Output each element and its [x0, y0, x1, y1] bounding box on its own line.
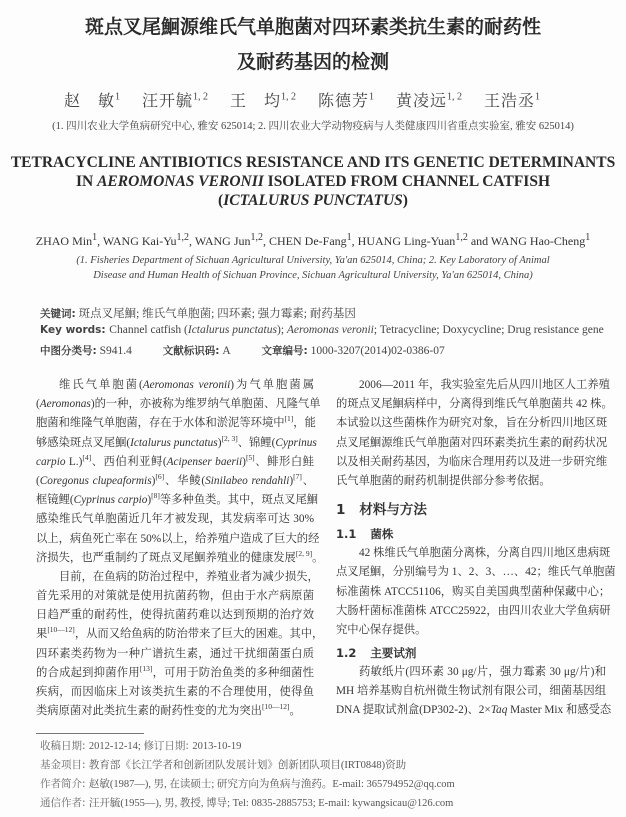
text-line — [36, 510, 314, 529]
author-cn — [64, 93, 120, 110]
text-line — [36, 548, 324, 568]
text-run: 以及相关耐药基因，为临床合理用药以及进一步研究维 — [336, 455, 608, 468]
italic-text: Cyprinus — [275, 436, 317, 449]
label-text: Key words: — [40, 324, 110, 336]
title-en-line — [0, 153, 626, 172]
doc-code-label: 文献标识码: — [162, 345, 220, 357]
label-text: 通信作者: — [40, 797, 89, 809]
clc-value: S941.4 — [99, 345, 132, 357]
author-cn — [396, 93, 462, 110]
text-line — [36, 414, 314, 433]
section-title: 菌株 — [370, 527, 394, 542]
keywords-en — [40, 324, 604, 336]
author-name: 黄凌远 — [396, 93, 448, 110]
section-1-2-heading — [336, 644, 606, 663]
text-run: 目前，在鱼病的防治过程中，养殖业者为减少损失， — [59, 570, 319, 583]
author-cn — [230, 93, 296, 110]
text-run: ，可用于防治鱼类的多种细菌性 — [152, 666, 314, 679]
author-name: 王 均 — [229, 93, 281, 110]
text-run: 、鲱形白鲑 — [254, 455, 314, 468]
text-run: ; Tetracycline; Doxycycline; Drug resistance gene — [373, 324, 604, 336]
article-no-value: 1000-3207(2014)02-0386-07 — [310, 345, 445, 357]
text-line — [336, 414, 606, 433]
text-line — [36, 472, 314, 491]
text-line — [36, 702, 314, 721]
text-run: TETRACYCLINE ANTIBIOTICS RESISTANCE AND ITS GENETIC DETERMINANTS — [10, 154, 616, 171]
text-run: ) — [147, 494, 152, 507]
footnote-line — [40, 794, 455, 813]
label-text: 收稿日期: — [40, 740, 89, 752]
italic-text: Aeromonas veronii — [286, 324, 374, 336]
text-run: 疾病，而因临床上对该类抗生素的不合理使用，使得鱼 — [36, 686, 314, 698]
citation-superscript: [10—12] — [47, 625, 75, 635]
section-number: 1 — [336, 502, 346, 519]
text-run: ) — [151, 474, 156, 487]
section-number: 1.1 — [336, 527, 357, 542]
text-run: 点叉尾鮰源维氏气单胞菌对四环素类抗生素的耐药状况 — [336, 436, 608, 449]
text-line — [336, 701, 612, 720]
text-run: 2012-12-14; — [88, 741, 144, 752]
text-run: ( — [36, 398, 40, 411]
text-run: 究中心保存提供。 — [336, 623, 427, 636]
title-cn-line: 斑点叉尾鮰源维氏气单胞菌对四环素类抗生素的耐药性 — [84, 16, 541, 38]
authors-cn — [0, 88, 626, 111]
clc-label: 中图分类号: — [40, 345, 97, 357]
text-line — [36, 625, 324, 644]
section-1-2-body — [336, 663, 612, 721]
text-run: ISOLATED FROM CHANNEL CATFISH — [263, 173, 550, 190]
italic-text: Ictalurus punctatus — [187, 324, 277, 336]
affiliation-en — [0, 253, 626, 283]
text-run: ) — [217, 436, 222, 449]
author-affiliation-mark: 1, 2 — [192, 91, 208, 103]
text-line — [336, 472, 606, 491]
text-run: 本试验以这些菌株作为研究对象，旨在分析四川地区斑 — [336, 417, 608, 430]
text-line — [336, 682, 606, 701]
text-line — [36, 395, 321, 414]
text-line — [36, 376, 314, 395]
text-run: ); — [276, 324, 287, 336]
citation-superscript: [2, 3] — [221, 433, 238, 443]
text-line — [336, 395, 613, 414]
italic-text: Sinilabeo rendahli — [205, 474, 290, 487]
text-run: 大肠杆菌标准菌株 ATCC25922，由四川农业大学鱼病研 — [336, 604, 611, 617]
title-en-line — [0, 191, 626, 210]
section-title: 材料与方法 — [359, 502, 427, 519]
text-line — [36, 683, 314, 702]
text-run: )的一种，亦被称为维罗纳气单胞菌、凡隆气单 — [90, 398, 321, 411]
citation-superscript: [7] — [293, 472, 302, 482]
right-intro — [336, 376, 613, 491]
title-cn — [0, 12, 626, 74]
author-affiliation-mark: 1 — [535, 91, 541, 103]
text-run: 2013-10-19 — [192, 741, 242, 752]
text-run: 氏气单胞菌的耐药机制提供部分参考依据。 — [336, 474, 551, 487]
text-line — [36, 433, 317, 453]
author-cn — [142, 93, 208, 110]
text-run: 以上，病鱼死亡率在 50%以上，给养殖户造成了巨大的经 — [36, 532, 320, 545]
author-affiliation-mark: 1 — [114, 91, 120, 103]
italic-text: Aeromonas veronii — [142, 379, 231, 391]
italic-text: ICTALURUS PUNCTATUS — [223, 192, 403, 209]
affiliation-cn: (1. 四川农业大学鱼病研究中心, 雅安 625014; 2. 四川农业大学动物疫病与人类健康四川省重点实验室, 雅安 625014) — [52, 121, 574, 132]
italic-text: Aeromonas — [39, 398, 91, 411]
footnote-line — [40, 775, 455, 794]
citation-superscript: [5] — [245, 452, 255, 462]
text-run: 四环素类药物为一种广谱抗生素，通过干扰细菌蛋白质 — [36, 647, 314, 660]
author-affiliation-mark: 1, 2 — [281, 91, 296, 103]
text-run: ) — [242, 455, 246, 468]
text-run: )为气单胞菌属 — [230, 379, 315, 391]
text-run: IN — [75, 173, 98, 190]
text-line — [336, 621, 606, 640]
text-line — [336, 544, 611, 563]
affiliation-en-line: (1. Fisheries Department of Sichuan Agricultural University, Ya'an 625014, China; 2. Key Laboratory of Animal — [76, 255, 550, 266]
title-cn-line: 及耐药基因的检测 — [236, 51, 389, 73]
citation-superscript: 1 — [585, 232, 591, 243]
text-run: 标准菌株 ATCC51106，购买自美国典型菌种保藏中心； — [336, 585, 611, 598]
text-run: L.) — [65, 455, 83, 468]
citation-superscript: [1] — [284, 414, 294, 424]
italic-text: AEROMONAS VERONII — [97, 173, 264, 190]
text-line — [36, 587, 314, 606]
text-run: ZHAO Min — [35, 234, 93, 248]
footnote-line — [40, 737, 455, 756]
text-run: 点叉尾鮰，分别编号为 1、2、3、…、42；维氏气单胞菌 — [336, 566, 616, 579]
text-run: 、西伯利亚鲟( — [91, 455, 167, 468]
author-cn — [484, 93, 540, 110]
title-en-line — [0, 172, 626, 191]
keywords-cn-text: 斑点叉尾鮰; 维氏气单胞菌; 四环素; 强力霉素; 耐药基因 — [78, 308, 356, 320]
text-run: ，能 — [293, 417, 316, 430]
section-1-1-body — [336, 544, 616, 640]
citation-superscript: 1,2 — [176, 232, 190, 243]
label-text: 修订日期: — [143, 740, 193, 752]
text-line — [336, 663, 606, 682]
author-cn — [318, 93, 374, 110]
section-1-1-heading — [336, 525, 606, 544]
text-run: 汪开毓(1955—), 男, 教授, 博导; Tel: 0835-2885753; E-mail: kywangsicau@126.com — [88, 798, 454, 809]
text-run: 首先采用的对策就是使用抗菌药物，但由于水产病原菌 — [36, 590, 314, 603]
text-run: 够感染斑点叉尾鮰( — [36, 436, 131, 449]
text-line — [36, 568, 319, 587]
text-run: 药敏纸片(四环素 30 μg/片，强力霉素 30 μg/片)和 — [359, 666, 606, 679]
text-run: 维氏气单胞菌( — [59, 379, 143, 391]
text-run: , HUANG Ling-Yuan — [351, 234, 456, 248]
text-run: ) — [289, 474, 294, 487]
text-line — [336, 563, 616, 582]
italic-text: Taq — [490, 704, 508, 717]
text-run: 等多种鱼类。其中，斑点叉尾鮰 — [159, 494, 319, 507]
text-run: 感染维氏气单胞菌近几年才被发现，其发病率可达 30% — [36, 513, 314, 526]
section-number: 1.2 — [336, 646, 357, 661]
text-line — [36, 453, 314, 472]
text-line — [36, 645, 314, 664]
italic-text: Coregonus clupeaformis — [39, 474, 152, 487]
citation-superscript: 1 — [92, 232, 98, 243]
left-column — [36, 376, 324, 721]
text-run: ，从而又给鱼病的防治带来了巨大的困难。其中， — [74, 628, 324, 641]
section-1-heading — [336, 499, 606, 521]
citation-superscript: [8] — [151, 491, 160, 501]
text-run: 赵敏(1987—), 男, 在读硕士; 研究方向为鱼病与渔药。E-mail: 365794952@qq.com — [88, 779, 455, 790]
author-name: 赵 敏 — [63, 93, 115, 110]
text-line — [36, 491, 319, 510]
label-text: 基金项目: — [40, 759, 89, 771]
footnotes — [40, 737, 455, 813]
text-line — [336, 583, 611, 602]
italic-text: carpio — [36, 455, 66, 468]
text-line — [36, 664, 314, 683]
affiliation-en-line: Disease and Human Health of Sichuan Province, Sichuan Agricultural University, Ya'an 625014, China) — [93, 270, 533, 281]
text-run: 、 — [301, 474, 314, 487]
label-text: 作者简介: — [40, 778, 89, 790]
author-affiliation-mark: 1 — [369, 91, 375, 103]
citation-superscript: [4] — [82, 452, 92, 462]
text-run: ( — [218, 192, 224, 209]
italic-text: Ictalurus punctatus — [130, 436, 218, 449]
text-run: 。 — [312, 551, 324, 564]
citation-superscript: [13] — [139, 664, 153, 674]
classification — [40, 343, 445, 358]
footnote-divider — [36, 733, 144, 734]
right-column — [336, 376, 616, 721]
author-name: 陈德芳 — [318, 93, 370, 110]
citation-superscript: [2, 9] — [295, 548, 313, 558]
text-run: Master Mix 和感受态 — [507, 704, 612, 717]
text-run: , WANG Kai-Yu — [97, 234, 177, 248]
text-run: DNA 提取试剂盒(DP302-2)、2× — [336, 704, 491, 717]
text-run: 日趋严重的耐药性，使得抗菌药难以达到预期的治疗效 — [36, 609, 314, 622]
citation-superscript: 1,2 — [250, 232, 263, 243]
citation-superscript: [10—12] — [261, 702, 290, 712]
text-run: 济损失，也严重制约了斑点叉尾鮰养殖业的健康发展 — [36, 551, 296, 564]
article-no-label: 文章编号: — [261, 345, 308, 357]
text-run: , CHEN De-Fang — [263, 234, 347, 248]
text-line — [336, 453, 606, 472]
text-run: 的斑点叉尾鮰病样中，分离得到维氏气单胞菌共 42 株。 — [336, 398, 613, 411]
text-run: 、华鲮( — [164, 474, 206, 487]
text-run: ( — [36, 474, 40, 487]
citation-superscript: 1,2 — [455, 232, 468, 243]
doc-code-value: A — [222, 345, 231, 357]
italic-text: Cyprinus carpio — [73, 494, 148, 507]
author-name: 王浩丞 — [484, 93, 536, 110]
text-run: 、锦鲤( — [237, 436, 276, 449]
text-run: 框镜鲤( — [36, 494, 74, 507]
italic-text: Acipenser baerii — [166, 455, 243, 468]
text-line — [336, 434, 606, 453]
text-run: 果 — [36, 628, 48, 641]
citation-superscript: [6] — [155, 472, 165, 482]
keywords-cn — [40, 305, 356, 321]
text-run: and WANG Hao-Cheng — [467, 234, 586, 248]
text-run: 的合成起到抑菌作用 — [36, 666, 140, 679]
authors-en — [0, 232, 626, 249]
text-run: ) — [402, 192, 408, 209]
text-line — [336, 376, 610, 395]
text-run: , WANG Jun — [189, 234, 251, 248]
text-run: 。 — [289, 705, 301, 718]
author-name: 汪开毓 — [141, 93, 193, 110]
footnote-line — [40, 756, 455, 775]
keywords-cn-label: 关键词: — [40, 308, 76, 320]
title-en — [0, 153, 626, 210]
citation-superscript: 1 — [346, 232, 352, 243]
text-run: MH 培养基购自杭州微生物试剂有限公司，细菌基因组 — [336, 685, 606, 698]
text-run: 42 株维氏气单胞菌分离株，分离自四川地区患病斑 — [359, 547, 611, 560]
author-affiliation-mark: 1, 2 — [447, 91, 463, 103]
section-title: 主要试剂 — [370, 646, 417, 661]
text-run: Channel catfish ( — [109, 324, 188, 336]
text-run: 类病原菌对此类抗生素的耐药性变的尤为突出 — [36, 705, 262, 718]
text-run: 2006—2011 年，我实验室先后从四川地区人工养殖 — [359, 379, 610, 391]
text-line — [336, 602, 611, 621]
text-run: 教育部《长江学者和创新团队发展计划》创新团队项目(IRT0848)资助 — [88, 760, 407, 771]
text-line — [36, 530, 320, 549]
text-run: 胞菌和维隆气单胞菌，存在于水体和淤泥等环境中 — [36, 417, 285, 430]
text-line — [36, 606, 314, 625]
